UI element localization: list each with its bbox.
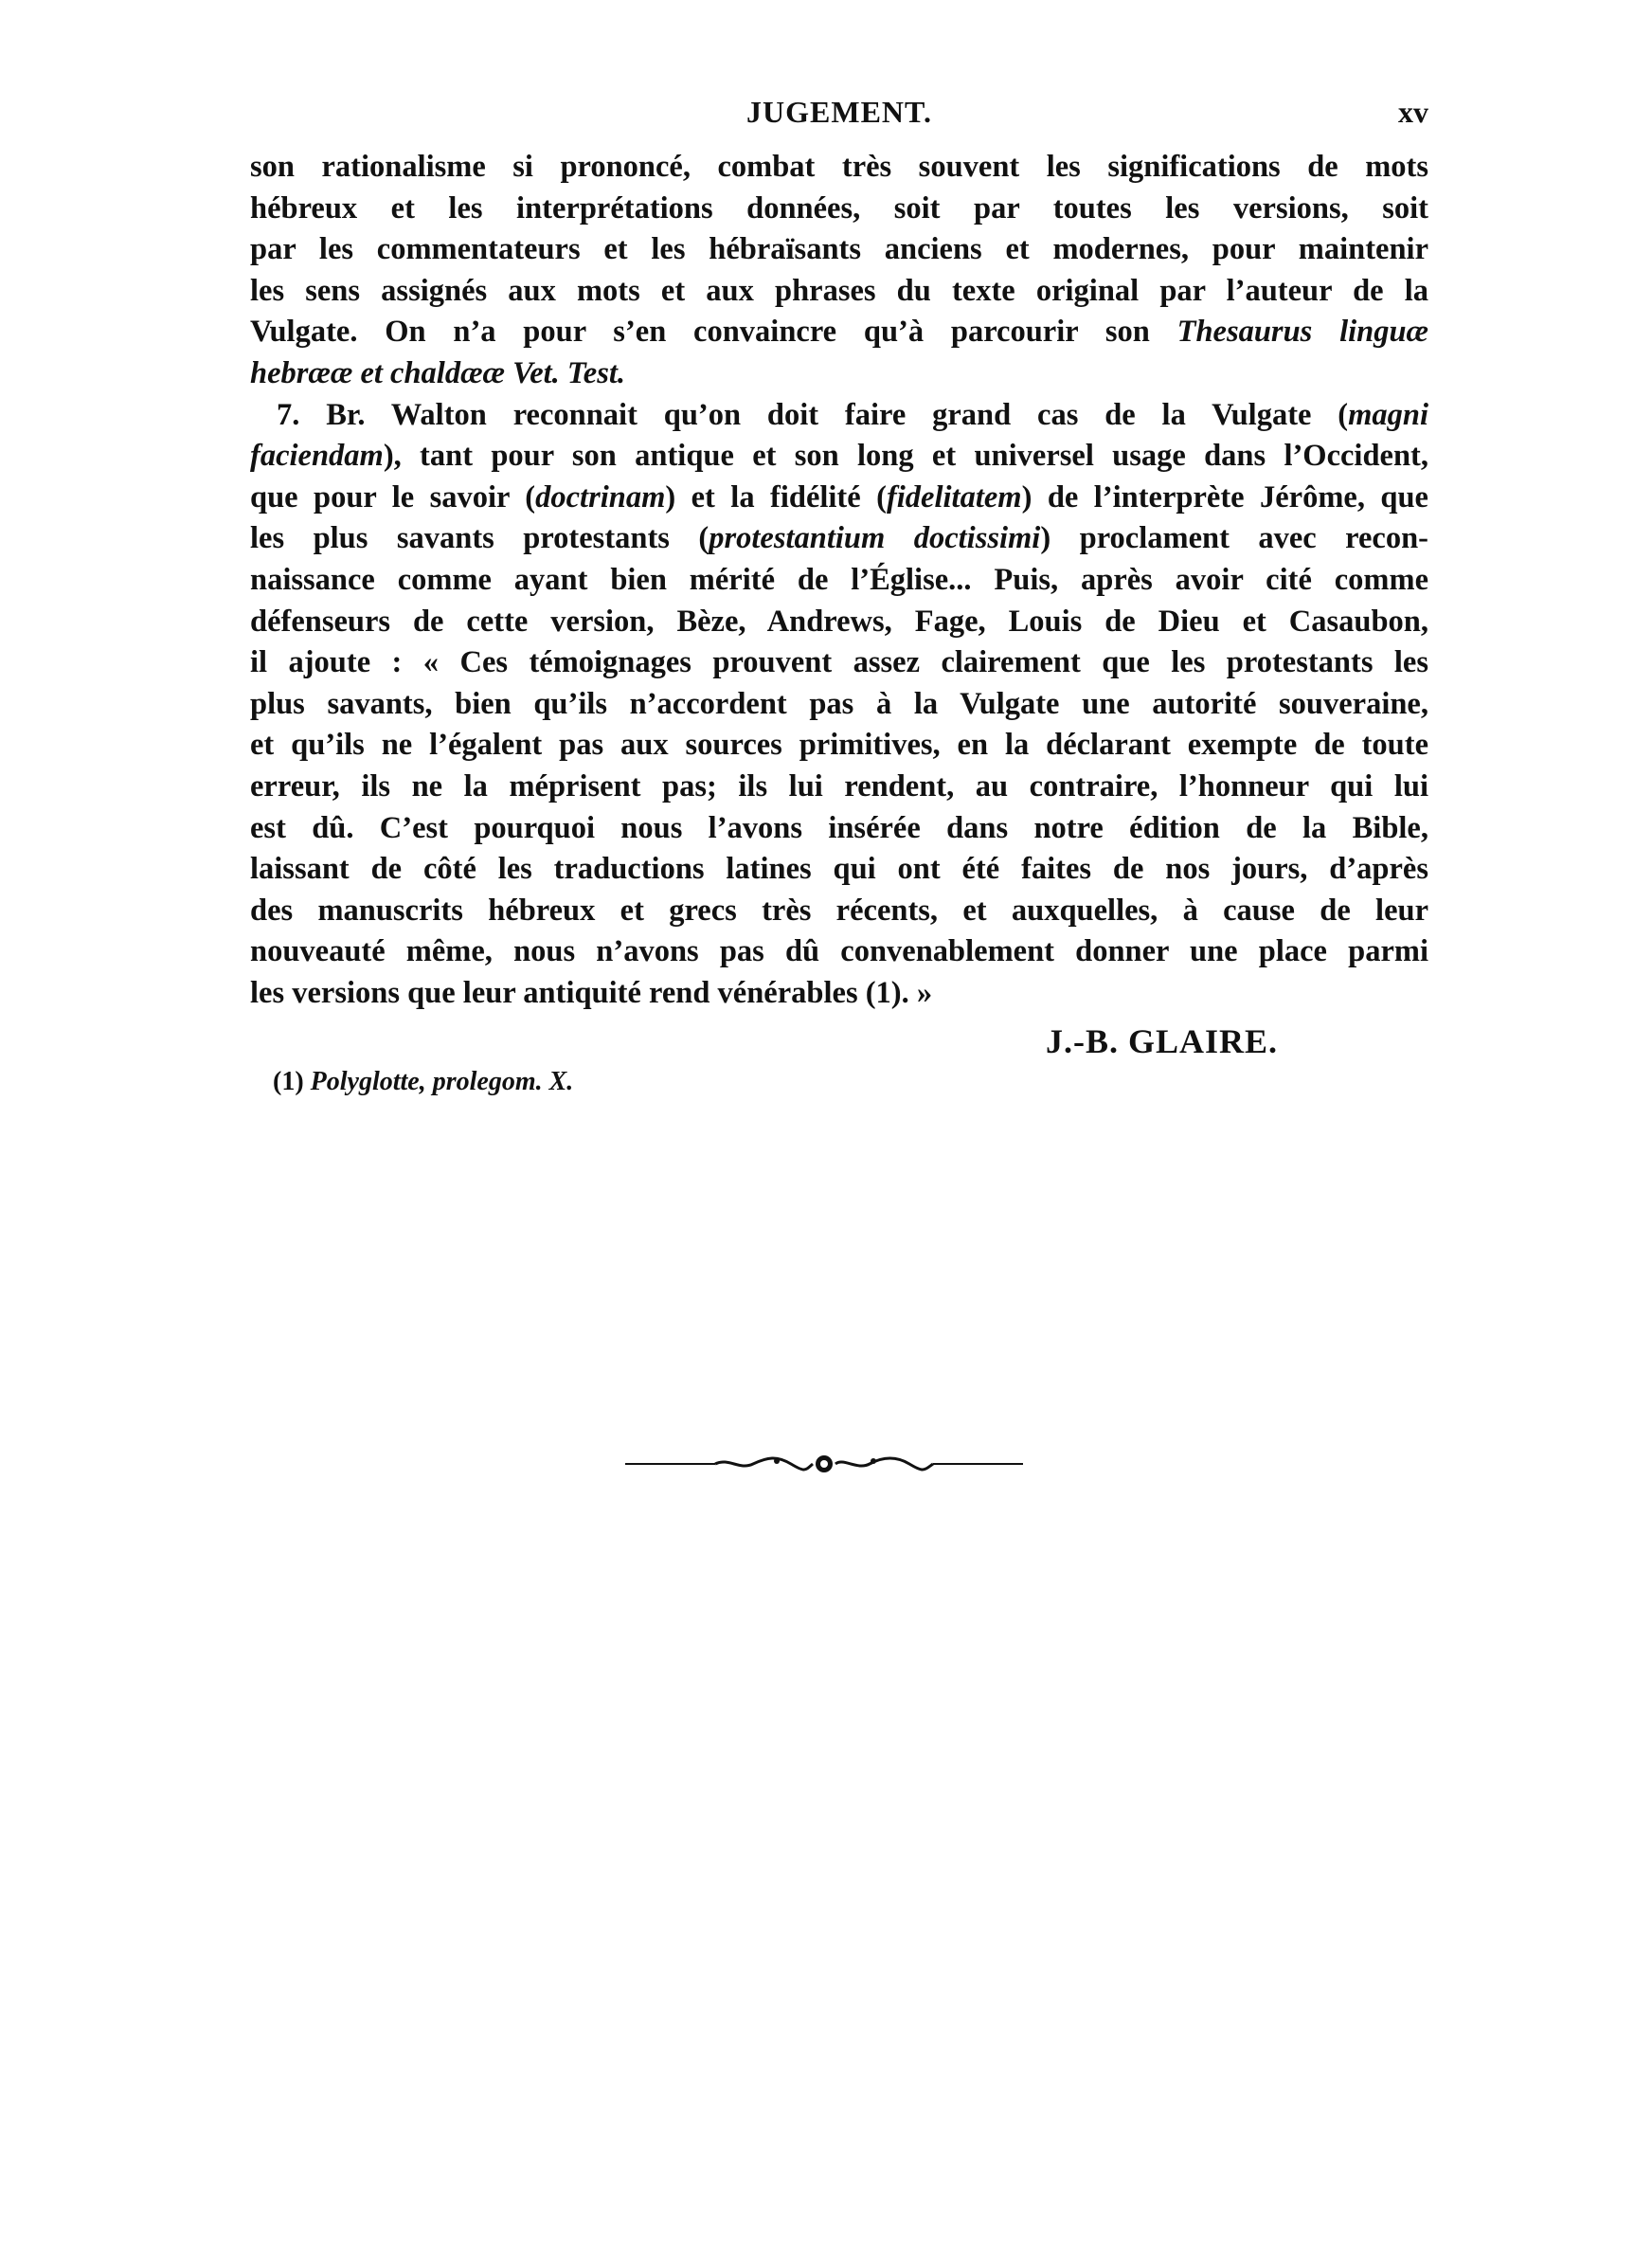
text-line: les sens assignés aux mots et aux phrases du texte original par l’auteur de la bbox=[250, 273, 1428, 308]
text-line: les plus savants protestants (protestantium doctissimi) proclament avec recon- bbox=[250, 521, 1429, 556]
text-line: son rationalisme si prononcé, combat très souvent les significations de mots bbox=[250, 150, 1428, 184]
text-line: par les commentateurs et les hébraïsants anciens et modernes, pour maintenir bbox=[250, 232, 1428, 267]
footnote-marker: (1) bbox=[273, 1067, 304, 1096]
text-line bbox=[250, 353, 1428, 395]
text-line: est dû. C’est pourquoi nous l’avons insérée dans notre édition de la Bible, bbox=[250, 810, 1428, 845]
text-line: erreur, ils ne la méprisent pas; ils lui rendent, au contraire, l’honneur qui lui bbox=[250, 768, 1428, 803]
text-line: et qu’ils ne l’égalent pas aux sources primitives, en la déclarant exempte de toute bbox=[250, 728, 1428, 763]
running-title: JUGEMENT. bbox=[746, 95, 932, 129]
italic-latin: fidelitatem bbox=[886, 479, 1022, 515]
author-signature: J.-B. GLAIRE. bbox=[1046, 1022, 1279, 1060]
text-line: Vulgate. On n’a pour s’en convaincre qu’à parcourir son Thesaurus linguæ bbox=[250, 315, 1428, 350]
text-line: naissance comme ayant bien mérité de l’Église... Puis, après avoir cité comme bbox=[250, 562, 1428, 597]
italic-latin: protestantium doctissimi bbox=[709, 521, 1041, 556]
footnote bbox=[273, 1067, 573, 1097]
body-text bbox=[250, 147, 1428, 1014]
text-line: que pour le savoir (doctrinam) et la fidélité (fidelitatem) de l’interprète Jérôme, que bbox=[250, 479, 1428, 515]
text-line: des manuscrits hébreux et grecs très récents, et auxquelles, à cause de leur bbox=[250, 893, 1428, 928]
italic-latin: doctrinam bbox=[535, 479, 666, 515]
text-line: il ajoute : « Ces témoignages prouvent assez clairement que les protestants les bbox=[250, 645, 1428, 680]
text-line: 7. Br. Walton reconnait qu’on doit faire grand cas de la Vulgate (magni bbox=[277, 397, 1428, 432]
italic-latin: faciendam bbox=[250, 439, 384, 474]
italic-title: hebrææ et chaldææ Vet. Test. bbox=[250, 355, 626, 390]
ornament-divider-icon bbox=[625, 1450, 1023, 1478]
footnote-text: Polyglotte, prolegom. X. bbox=[310, 1067, 574, 1096]
text-line: plus savants, bien qu’ils n’accordent pas à la Vulgate une autorité souveraine, bbox=[250, 686, 1428, 721]
text-line: hébreux et les interprétations données, soit par toutes les versions, soit bbox=[250, 190, 1428, 226]
running-header bbox=[250, 91, 1428, 138]
italic-latin: magni bbox=[1348, 397, 1428, 432]
text-line: les versions que leur antiquité rend vénérables (1). » bbox=[250, 975, 933, 1010]
text-line: laissant de côté les traductions latines qui ont été faites de nos jours, d’après bbox=[250, 852, 1428, 887]
italic-title: Thesaurus linguæ bbox=[1176, 315, 1428, 350]
text-line: faciendam), tant pour son antique et son long et universel usage dans l’Occident, bbox=[250, 439, 1428, 474]
page-number: xv bbox=[1398, 95, 1428, 129]
text-line: nouveauté même, nous n’avons pas dû convenablement donner une place parmi bbox=[250, 934, 1428, 969]
text-line: défenseurs de cette version, Bèze, Andrews, Fage, Louis de Dieu et Casaubon, bbox=[250, 604, 1428, 639]
